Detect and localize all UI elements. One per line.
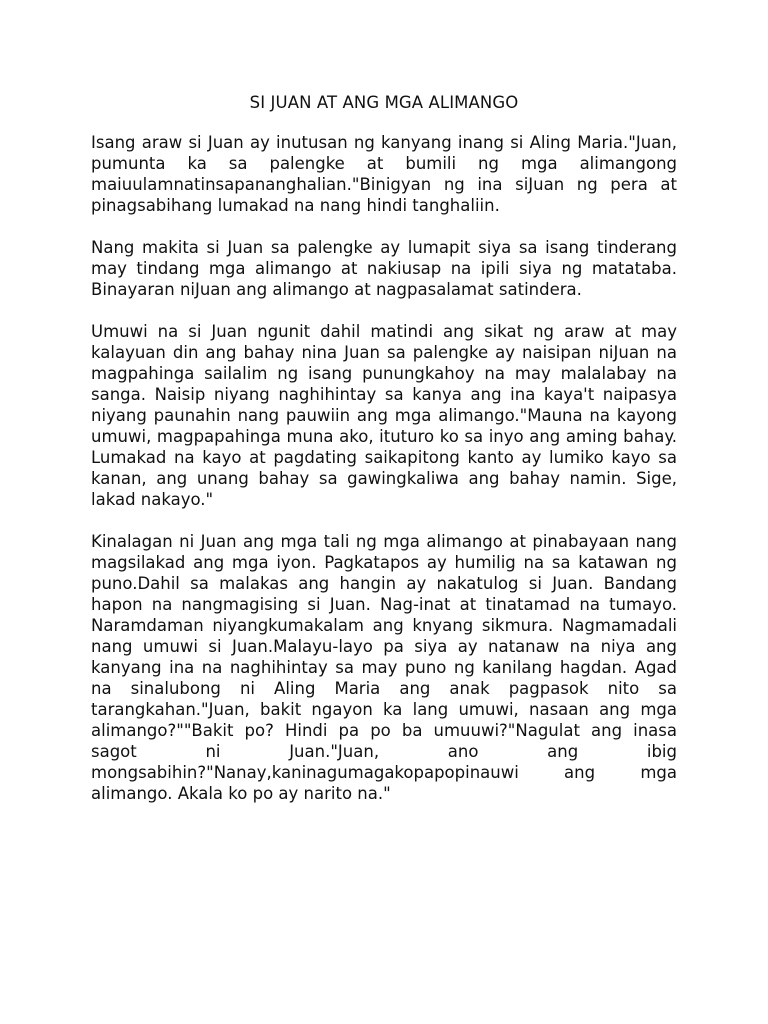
document-page xyxy=(91,92,677,825)
paragraph-1: Isang araw si Juan ay inutusan ng kanyang inang si Aling Maria."Juan, pumunta ka sa palengke at bumili ng mga alimangong maiuulamnatinsapananghalian."Binigyan ng ina siJuan ng pera at pinagsabihang lumakad na nang hindi tanghaliin. xyxy=(91,133,677,215)
document-title: SI JUAN AT ANG MGA ALIMANGO xyxy=(249,93,519,112)
paragraph-2: Nang makita si Juan sa palengke ay lumapit siya sa isang tinderang may tindang mga alimango at nakiusap na ipili siya ng matataba. Binayaran niJuan ang alimango at nagpasalamat satindera. xyxy=(91,238,677,299)
paragraph-3: Umuwi na si Juan ngunit dahil matindi ang sikat ng araw at may kalayuan din ang bahay nina Juan sa palengke ay naisipan niJuan na magpahinga sailalim ng isang punungkahoy na may malalabay na sanga. Naisip niyang naghihintay sa kanya ang ina kaya't naipasya niyang paunahin nang pauwiin ang mga alimango."Mauna na kayong umuwi, magpapahinga muna ako, ituturo ko sa inyo ang aming bahay. Lumakad na kayo at pagdating saikapitong kanto ay lumiko kayo sa kanan, ang unang bahay sa gawingkaliwa ang bahay namin. Sige, lakad nakayo." xyxy=(91,322,677,509)
paragraph-4: Kinalagan ni Juan ang mga tali ng mga alimango at pinabayaan nang magsilakad ang mga iyon. Pagkatapos ay humilig na sa katawan ng puno.Dahil sa malakas ang hangin ay nakatulog si Juan. Bandang hapon na nangmagising si Juan. Nag-inat at tinatamad na tumayo. Naramdaman niyangkumakalam ang knyang sikmura. Nagmamadali nang umuwi si Juan.Malayu-layo pa siya ay natanaw na niya ang kanyang ina na naghihintay sa may puno ng kanilang hagdan. Agad na sinalubong ni Aling Maria ang anak pagpasok nito sa tarangkahan."Juan, bakit ngayon ka lang umuwi, nasaan ang mga alimango?""Bakit po? Hindi pa po ba umuuwi?"Nagulat ang inasa sagot ni Juan."Juan, ano ang ibig mongsabihin?"Nanay,kaninagumagakopapopinauwi ang mga alimango. Akala ko po ay narito na." xyxy=(91,532,677,803)
